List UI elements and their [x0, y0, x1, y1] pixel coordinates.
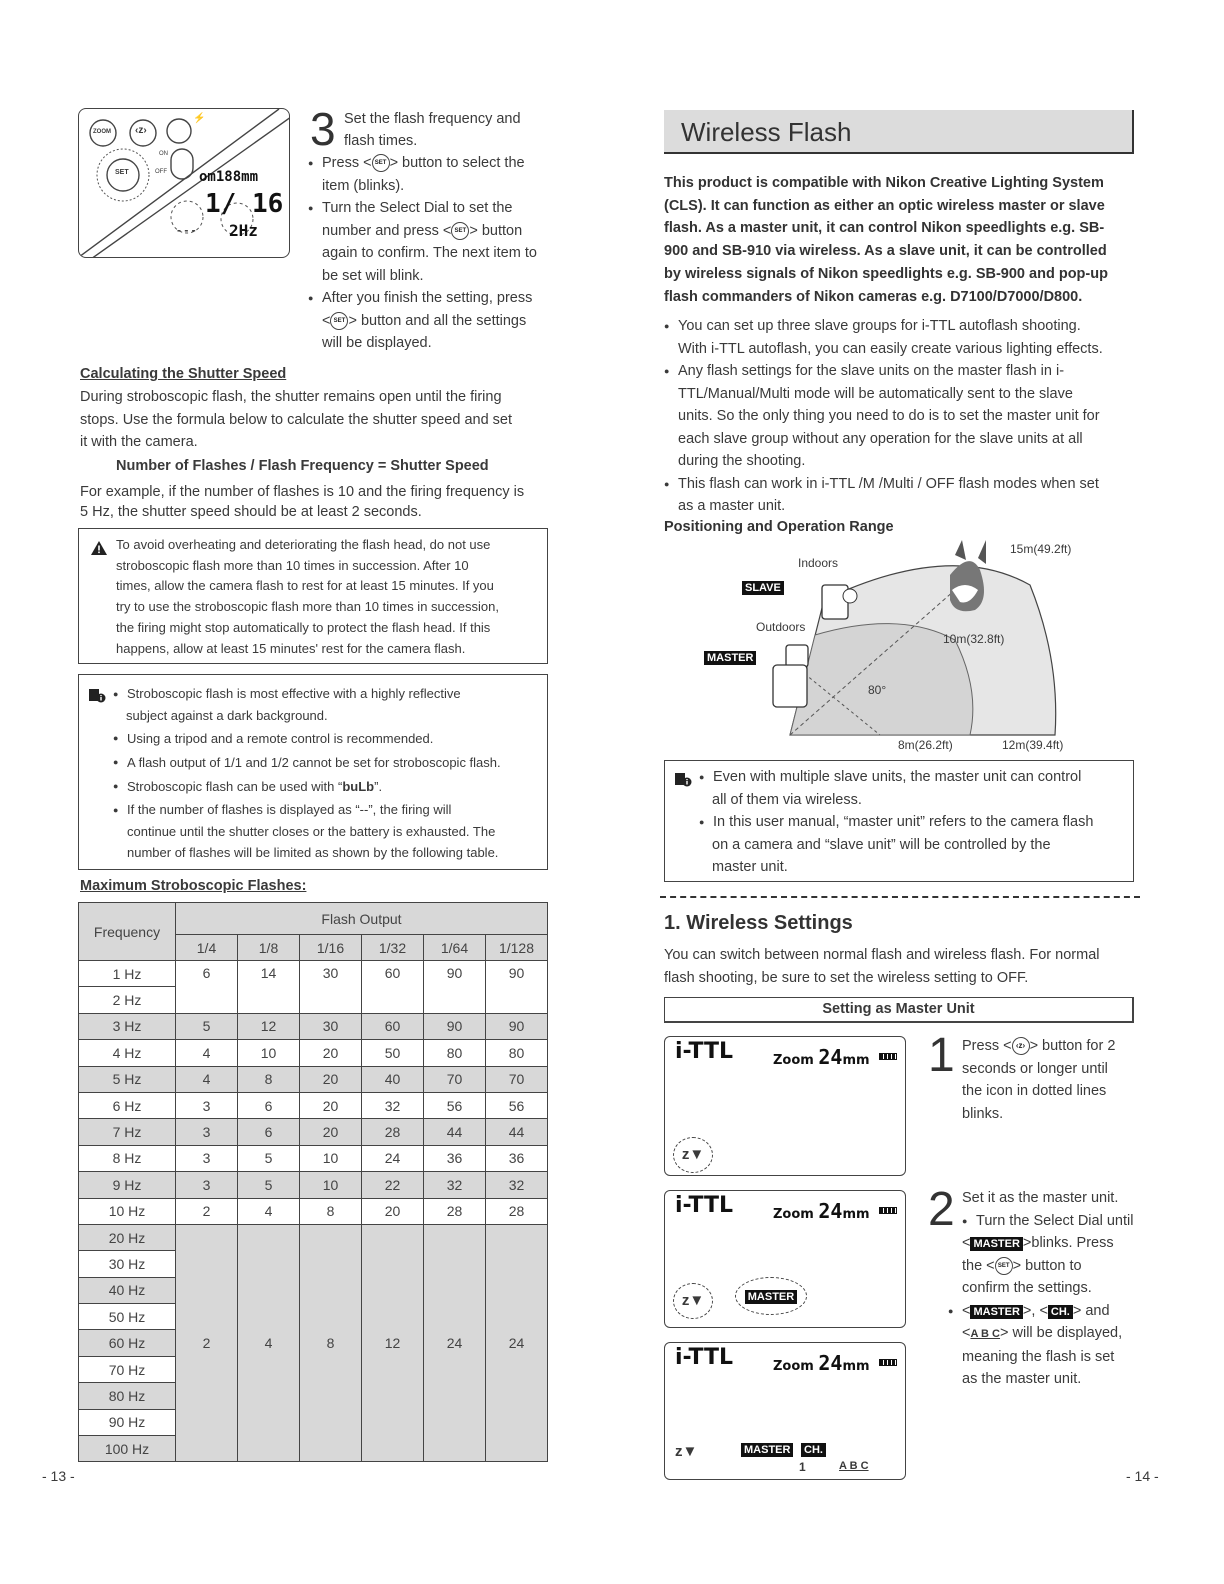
right-bullet-1: ● You can set up three slave groups for i-TTL autoflash shooting.: [664, 315, 1144, 338]
zoom-button-label: ZOOM: [93, 129, 111, 135]
calc-heading: Calculating the Shutter Speed: [80, 366, 287, 382]
step-2-l9: as the master unit.: [962, 1371, 1082, 1387]
warning-icon: [90, 540, 108, 556]
section-title: Wireless Flash: [681, 117, 852, 147]
set-button-icon: SET: [451, 222, 469, 240]
battery-icon: [879, 1207, 897, 1214]
note-icon: [674, 771, 692, 787]
note-4: ● Stroboscopic flash can be used with “buLb”.: [113, 775, 543, 799]
lcd-ch-number: 1: [799, 1460, 806, 1474]
table-row: [79, 1040, 548, 1066]
col-header: 1/64: [424, 935, 486, 961]
right-bullet-3-l2: as a master unit.: [678, 498, 786, 514]
freq-cell: 60 Hz: [79, 1330, 176, 1356]
wireless-button-icon: ‹z›: [1012, 1037, 1030, 1055]
note-5-l3: number of flashes will be limited as shown by the following table.: [127, 845, 499, 860]
note-3: ● A flash output of 1/1 and 1/2 cannot be set for stroboscopic flash.: [113, 751, 543, 775]
warning-text: [116, 535, 541, 659]
range-diagram: [700, 530, 1120, 755]
freq-cell: 100 Hz: [79, 1436, 176, 1462]
slave-tag: SLAVE: [742, 581, 784, 595]
table-row: [79, 1013, 548, 1039]
warning-l6: happens, allow at least 15 minutes' rest for the camera flash.: [116, 640, 466, 656]
value-cell: 3: [176, 1092, 238, 1118]
table-row: [79, 1119, 548, 1145]
note-5-l2: continue until the shutter closes or the battery is exhausted. The: [127, 824, 496, 839]
step-1-l1: Press < ‹z› > button for 2: [962, 1038, 1116, 1054]
note-1-l2: subject against a dark background.: [126, 708, 328, 723]
notes-box: [78, 674, 548, 870]
value-cell: 20: [300, 1066, 362, 1092]
warning-l1: To avoid overheating and deteriorating the flash head, do not use: [116, 537, 491, 552]
right-bullet-2-l3: units. So the only thing you need to do is to set the master unit for: [678, 408, 1100, 424]
step-3-bullets: [308, 152, 558, 355]
step-2-l4: the < SET > button to: [962, 1257, 1082, 1274]
right-bullet-2-l5: during the shooting.: [678, 453, 806, 469]
step-3-bullet-2-l2: number and press < SET > button: [322, 222, 523, 239]
wireless-flash-icon: z▼: [673, 1137, 713, 1173]
set-button-icon: SET: [995, 1257, 1013, 1275]
freq-cell: 6 Hz: [79, 1092, 176, 1118]
intro-l6: flash commanders of Nikon cameras e.g. D7100/D7000/D800.: [664, 288, 1083, 305]
value-cell: 4: [176, 1040, 238, 1066]
freq-cell: 10 Hz: [79, 1198, 176, 1224]
intro-paragraph: [664, 172, 1144, 308]
value-cell: 28: [486, 1198, 548, 1224]
value-cell: 50: [362, 1040, 424, 1066]
angle-label: 80°: [868, 683, 887, 697]
freq-cell: 40 Hz: [79, 1277, 176, 1303]
wireless-button-icon: ‹z›: [135, 125, 147, 136]
freq-cell: 7 Hz: [79, 1119, 176, 1145]
table-row: [79, 1066, 548, 1092]
table-row: [79, 1198, 548, 1224]
step-1-l2: seconds or longer until: [962, 1060, 1108, 1077]
value-cell: 12: [362, 1224, 424, 1462]
warning-box: [78, 528, 548, 664]
note-2: ● Using a tripod and a remote control is recommended.: [113, 727, 543, 751]
positioning-heading: Positioning and Operation Range: [664, 519, 894, 535]
wireless-flash-icon: z▼: [675, 1443, 698, 1460]
calc-example: [80, 482, 560, 522]
intro-l5: by wireless signals of Nikon speedlights e.g. SB-900 and pop-up: [664, 265, 1108, 282]
step-2-l5: confirm the settings.: [962, 1280, 1092, 1296]
step-2-text: [948, 1187, 1158, 1391]
step-3-bullet-2-l4: be set will blink.: [322, 267, 424, 284]
page-number-left: - 13 -: [42, 1468, 75, 1484]
ws-l1: You can switch between normal flash and wireless flash. For normal: [664, 947, 1100, 963]
right-note-1-l2: all of them via wireless.: [712, 791, 862, 808]
lcd-hz: 2Hz: [229, 221, 258, 240]
lcd-dashes: - - -: [177, 223, 196, 237]
col-header: 1/32: [362, 935, 424, 961]
section-divider: [660, 896, 1140, 898]
freq-cell: 90 Hz: [79, 1409, 176, 1435]
value-cell: 56: [486, 1092, 548, 1118]
step-3-bullet-2: ● Turn the Select Dial to set the: [308, 197, 558, 220]
freq-cell: 80 Hz: [79, 1383, 176, 1409]
lcd-mode: i-TTL: [675, 1345, 733, 1370]
freq-cell: 4 Hz: [79, 1040, 176, 1066]
step-3-title-1: Set the flash frequency and: [344, 111, 521, 127]
value-cell: 6: [238, 1119, 300, 1145]
flash-bolt-icon: ⚡: [193, 113, 206, 124]
value-cell: 90: [424, 961, 486, 1014]
freq-cell: 30 Hz: [79, 1251, 176, 1277]
freq-cell: 3 Hz: [79, 1013, 176, 1039]
col-header: 1/16: [300, 935, 362, 961]
section-title-bar: [664, 110, 1134, 154]
distance-8m: 8m(26.2ft): [898, 738, 953, 752]
step-2-l8: meaning the flash is set: [962, 1348, 1115, 1365]
freq-cell: 1 Hz: [79, 961, 176, 987]
value-cell: 80: [486, 1040, 548, 1066]
right-bullet-2-l4: each slave group without any operation for the slave units at all: [678, 430, 1083, 447]
value-cell: 60: [362, 1013, 424, 1039]
master-unit-label: Setting as Master Unit: [822, 1001, 975, 1017]
lcd-fraction: 1/ 16: [205, 189, 284, 219]
value-cell: 24: [424, 1224, 486, 1462]
col-header: 1/4: [176, 935, 238, 961]
range-diagram-svg: [700, 530, 1120, 755]
value-cell: 4: [238, 1198, 300, 1224]
step-2-number: 2: [928, 1183, 955, 1236]
wireless-settings-text: [664, 944, 1144, 989]
value-cell: 3: [176, 1119, 238, 1145]
value-cell: 24: [486, 1224, 548, 1462]
value-cell: 90: [486, 961, 548, 1014]
col-header: 1/8: [238, 935, 300, 961]
frequency-header: Frequency: [79, 903, 176, 961]
right-bullets: [664, 315, 1144, 518]
value-cell: 24: [362, 1145, 424, 1171]
step-3-bullet-3: ● After you finish the setting, press: [308, 287, 558, 310]
intro-l3: flash. As a master unit, it can control Nikon speedlights e.g. SB-: [664, 220, 1105, 237]
value-cell: 40: [362, 1066, 424, 1092]
calc-p1-l2: stops. Use the formula below to calculate the shutter speed and set: [80, 411, 513, 428]
freq-cell: 9 Hz: [79, 1172, 176, 1198]
step-3-bullet-2-l3: again to confirm. The next item to: [322, 245, 537, 261]
freq-cell: 2 Hz: [79, 987, 176, 1013]
value-cell: 80: [424, 1040, 486, 1066]
table-row: [79, 961, 548, 987]
value-cell: 5: [176, 1013, 238, 1039]
outdoors-label: Outdoors: [756, 620, 806, 634]
lcd-master-tag: MASTER: [741, 1443, 793, 1457]
warning-l4: try to use the stroboscopic flash more than 10 times in succession,: [116, 599, 499, 615]
value-cell: 90: [424, 1013, 486, 1039]
right-bullet-2: ● Any flash settings for the slave units on the master flash in i-: [664, 360, 1144, 383]
lcd-master-blink: MASTER: [735, 1277, 807, 1315]
right-note-text: [699, 766, 1129, 879]
value-cell: 10: [238, 1040, 300, 1066]
step-1-number: 1: [928, 1029, 955, 1082]
lcd-mode: i-TTL: [675, 1193, 733, 1218]
value-cell: 70: [424, 1066, 486, 1092]
distance-15m: 15m(49.2ft): [1010, 542, 1072, 556]
value-cell: 90: [486, 1013, 548, 1039]
off-label: OFF: [155, 169, 167, 175]
value-cell: 44: [486, 1119, 548, 1145]
lcd-display-3: [664, 1342, 906, 1480]
ws-l2: flash shooting, be sure to set the wireless setting to OFF.: [664, 969, 1029, 986]
battery-icon: [879, 1053, 897, 1060]
step-3-bullet-3-l2: < SET > button and all the settings: [322, 312, 527, 329]
freq-cell: 5 Hz: [79, 1066, 176, 1092]
value-cell: 5: [238, 1145, 300, 1171]
value-cell: 30: [300, 961, 362, 1014]
step-2-l6: ● < MASTER >, < CH. > and: [948, 1300, 1158, 1323]
indoors-label: Indoors: [798, 556, 839, 570]
right-note-2-l2: on a camera and “slave unit” will be controlled by the: [712, 836, 1051, 853]
value-cell: 8: [238, 1066, 300, 1092]
note-icon: [88, 687, 106, 703]
lcd-display-2: [664, 1190, 906, 1328]
value-cell: 6: [238, 1092, 300, 1118]
value-cell: 44: [424, 1119, 486, 1145]
freq-cell: 20 Hz: [79, 1224, 176, 1250]
right-note-2: ● In this user manual, “master unit” refers to the camera flash: [699, 811, 1129, 834]
battery-icon: [879, 1359, 897, 1366]
step-3-title-2: flash times.: [344, 133, 418, 149]
table-row: [79, 1092, 548, 1118]
flash-output-header: Flash Output: [176, 903, 548, 935]
warning-l2: stroboscopic flash more than 10 times in succession. After 10: [116, 557, 469, 573]
lcd-display-1: [664, 1036, 906, 1176]
flash-panel-illustration: [78, 108, 290, 258]
value-cell: 20: [300, 1119, 362, 1145]
step-2-l2: ● Turn the Select Dial until: [962, 1210, 1158, 1233]
lcd-zoom: Zoom 24mm: [773, 1351, 870, 1375]
freq-cell: 50 Hz: [79, 1304, 176, 1330]
value-cell: 56: [424, 1092, 486, 1118]
value-cell: 5: [238, 1172, 300, 1198]
calc-p1-l3: it with the camera.: [80, 434, 198, 450]
right-bullet-2-l2: TTL/Manual/Multi mode will be automatically sent to the slave: [678, 385, 1073, 402]
intro-l4: 900 and SB-910 via wireless. As a slave unit, it can be controlled: [664, 243, 1107, 260]
master-unit-box: [664, 997, 1134, 1023]
set-button-label: SET: [115, 169, 129, 176]
value-cell: 20: [300, 1040, 362, 1066]
note-5: ● If the number of flashes is displayed as “--”, the firing will: [113, 799, 543, 821]
value-cell: 30: [300, 1013, 362, 1039]
set-button-icon: SET: [330, 312, 348, 330]
value-cell: 4: [176, 1066, 238, 1092]
right-note-1: ● Even with multiple slave units, the master unit can control: [699, 766, 1129, 789]
right-note-box: [664, 760, 1134, 882]
calc-paragraph: [80, 386, 560, 454]
value-cell: 20: [300, 1092, 362, 1118]
value-cell: 32: [424, 1172, 486, 1198]
step-3-bullet-3-l3: will be displayed.: [322, 335, 432, 351]
value-cell: 10: [300, 1145, 362, 1171]
intro-l1: This product is compatible with Nikon Creative Lighting System: [664, 175, 1104, 191]
right-bullet-1-l2: With i-TTL autoflash, you can easily create various lighting effects.: [678, 340, 1103, 357]
distance-12m: 12m(39.4ft): [1002, 738, 1064, 752]
table-row: [79, 1224, 548, 1250]
value-cell: 3: [176, 1172, 238, 1198]
step-2-l7: <A B C> will be displayed,: [962, 1325, 1123, 1341]
table-row: [79, 1172, 548, 1198]
step-2-l1: Set it as the master unit.: [962, 1190, 1119, 1206]
value-cell: 6: [176, 961, 238, 1014]
warning-l3: times, allow the camera flash to rest for at least 15 minutes. If you: [116, 578, 494, 594]
value-cell: 20: [362, 1198, 424, 1224]
value-cell: 28: [424, 1198, 486, 1224]
value-cell: 36: [486, 1145, 548, 1171]
warning-l5: the firing might stop automatically to protect the flash head. If this: [116, 619, 491, 635]
col-header: 1/128: [486, 935, 548, 961]
lcd-mm-value: om188mm: [199, 169, 259, 185]
value-cell: 32: [486, 1172, 548, 1198]
distance-10m: 10m(32.8ft): [943, 632, 1005, 646]
lcd-zoom: Zoom 24mm: [773, 1199, 870, 1223]
value-cell: 4: [238, 1224, 300, 1462]
step-2-l3: < MASTER >blinks. Press: [962, 1235, 1114, 1251]
value-cell: 8: [300, 1224, 362, 1462]
value-cell: 60: [362, 961, 424, 1014]
value-cell: 2: [176, 1224, 238, 1462]
table-row: [79, 1145, 548, 1171]
lcd-zoom: Zoom 24mm: [773, 1045, 870, 1069]
value-cell: 3: [176, 1145, 238, 1171]
lcd-groups: A B C: [839, 1460, 869, 1472]
notes-text: [113, 683, 543, 863]
calc-formula: Number of Flashes / Flash Frequency = Shutter Speed: [116, 458, 489, 474]
page-number-right: - 14 -: [1126, 1468, 1159, 1484]
table-heading: Maximum Stroboscopic Flashes:: [80, 878, 307, 894]
value-cell: 28: [362, 1119, 424, 1145]
step-1-text: [962, 1035, 1152, 1125]
note-1: ● Stroboscopic flash is most effective with a highly reflective: [113, 683, 543, 705]
step-3-bullet-1: ● Press < SET > button to select the: [308, 152, 558, 175]
value-cell: 32: [362, 1092, 424, 1118]
value-cell: 10: [300, 1172, 362, 1198]
max-flashes-table: [78, 902, 548, 1462]
step-1-l4: blinks.: [962, 1105, 1004, 1122]
value-cell: 12: [238, 1013, 300, 1039]
lcd-mode: i-TTL: [675, 1039, 733, 1064]
wireless-flash-icon: z▼: [673, 1283, 713, 1319]
value-cell: 2: [176, 1198, 238, 1224]
value-cell: 36: [424, 1145, 486, 1171]
calc-p2-l1: For example, if the number of flashes is 10 and the firing frequency is: [80, 484, 525, 500]
set-button-icon: SET: [372, 154, 390, 172]
right-note-2-l3: master unit.: [712, 859, 788, 875]
lcd-ch-tag: CH.: [801, 1443, 826, 1457]
step-3-number: 3: [310, 103, 336, 155]
value-cell: 22: [362, 1172, 424, 1198]
master-tag: MASTER: [704, 651, 756, 665]
value-cell: 14: [238, 961, 300, 1014]
freq-cell: 70 Hz: [79, 1356, 176, 1382]
value-cell: 8: [300, 1198, 362, 1224]
calc-p2-l2: 5 Hz, the shutter speed should be at least 2 seconds.: [80, 504, 422, 520]
wireless-settings-title: 1. Wireless Settings: [664, 912, 853, 934]
step-1-l3: the icon in dotted lines: [962, 1083, 1107, 1099]
step-3-bullet-1-l2: item (blinks).: [322, 177, 405, 194]
intro-l2: (CLS). It can function as either an optic wireless master or slave: [664, 197, 1105, 214]
right-bullet-3: ● This flash can work in i-TTL /M /Multi / OFF flash modes when set: [664, 473, 1144, 496]
value-cell: 70: [486, 1066, 548, 1092]
calc-p1-l1: During stroboscopic flash, the shutter remains open until the firing: [80, 389, 502, 405]
freq-cell: 8 Hz: [79, 1145, 176, 1171]
on-label: ON: [159, 151, 168, 157]
